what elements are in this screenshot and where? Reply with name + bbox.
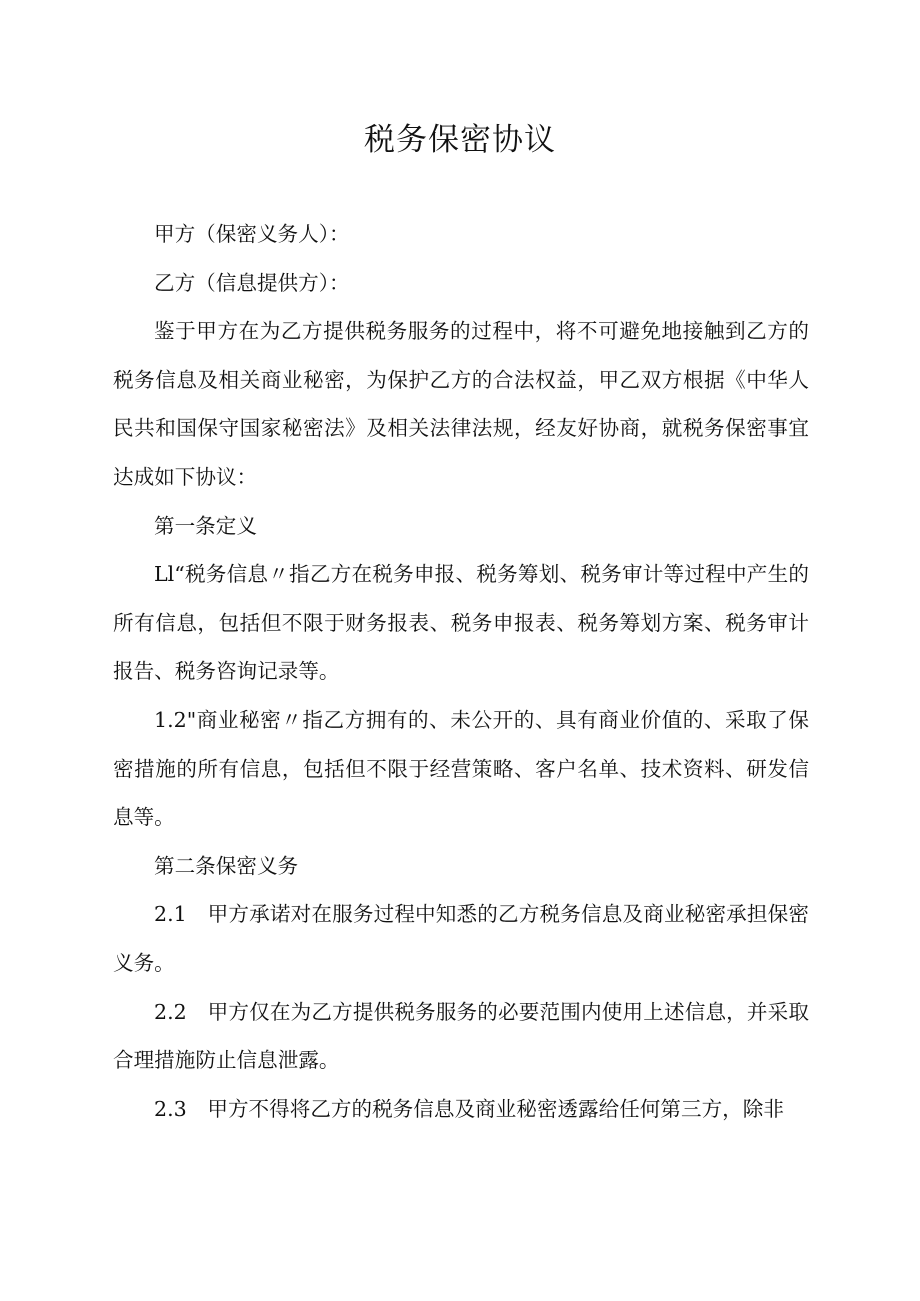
clause-1-2: 1.2"商业秘密〃指乙方拥有的、未公开的、具有商业价值的、采取了保密措施的所有信息，包括但不限于经营策略、客户名单、技术资料、研发信息等。	[113, 707, 809, 830]
preamble-paragraph: 鉴于甲方在为乙方提供税务服务的过程中，将不可避免地接触到乙方的税务信息及相关商业秘密，为保护乙方的合法权益，甲乙双方根据《中华人民共和国保守国家秘密法》及相关法律法规，经友好协商，就税务保密事宜达成如下协议：	[113, 319, 809, 489]
article-2-heading: 第二条保密义务	[154, 853, 299, 878]
article-1-heading: 第一条定义	[154, 513, 257, 538]
clause-2-2: 2.2 甲方仅在为乙方提供税务服务的必要范围内使用上述信息，并采取合理措施防止信息泄露。	[113, 999, 809, 1073]
clause-2-1: 2.1 甲方承诺对在服务过程中知悉的乙方税务信息及商业秘密承担保密义务。	[113, 902, 809, 975]
clause-1-1: Ll“税务信息〃指乙方在税务申报、税务筹划、税务审计等过程中产生的所有信息，包括但不限于财务报表、税务申报表、税务筹划方案、税务审计报告、税务咨询记录等。	[113, 562, 809, 684]
clause-2-3: 2.3 甲方不得将乙方的税务信息及商业秘密透露给任何第三方，除非	[154, 1096, 784, 1121]
document-body	[113, 210, 809, 1133]
party-b-line: 乙方（信息提供方）：	[154, 270, 350, 295]
party-a-line: 甲方（保密义务人）：	[154, 222, 350, 246]
document-title: 税务保密协议	[364, 122, 556, 158]
